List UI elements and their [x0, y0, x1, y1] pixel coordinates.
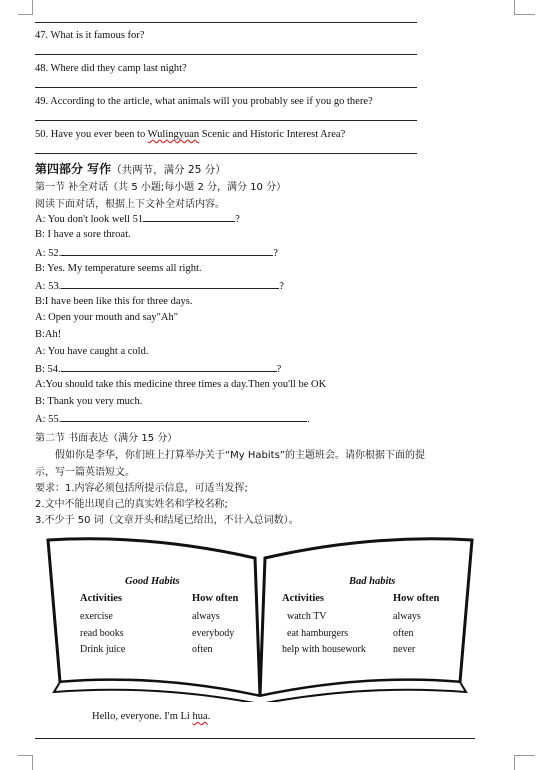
section1-instruction: 阅读下面对话，根据上下文补全对话内容。 — [35, 199, 225, 210]
crop-mark-bottom-right — [514, 755, 535, 770]
dialogue-line-6: B:I have been like this for three days. — [35, 296, 193, 307]
requirement-2: 2.文中不能出现自己的真实姓名和学校名称; — [35, 499, 228, 510]
part4-title-note: （共两节，满分 25 分） — [111, 164, 226, 176]
dialogue-53-text: A: 53. — [35, 281, 62, 292]
bad-activity-2: eat hamburgers — [287, 628, 349, 639]
dialogue-line-52 — [35, 246, 278, 259]
question-50-pre: 50. Have you ever been to — [35, 129, 148, 140]
dialogue-51-end: ? — [235, 214, 240, 225]
bad-activity-3: help with housework — [282, 644, 366, 655]
dialogue-line-2: B: I have a sore throat. — [35, 229, 131, 240]
section2-prompt-line2: 示，写一篇英语短文。 — [35, 467, 135, 478]
question-48: 48. Where did they camp last night? — [35, 63, 187, 74]
answer-line-50 — [35, 153, 417, 154]
bad-col-activities: Activities — [282, 593, 324, 604]
essay-answer-line[interactable] — [35, 738, 475, 739]
crop-mark-top-left — [18, 0, 33, 15]
dialogue-52-end: ? — [273, 248, 278, 259]
requirement-3: 3.不少于 50 词（文章开头和结尾已给出，不计入总词数）。 — [35, 515, 299, 526]
dialogue-line-4: B: Yes. My temperature seems all right. — [35, 263, 202, 274]
dialogue-53-end: ? — [279, 281, 284, 292]
good-col-how-often: How often — [192, 593, 239, 604]
bad-activity-1: watch TV — [287, 611, 327, 622]
good-col-activities: Activities — [80, 593, 122, 604]
good-activity-3: Drink juice — [80, 644, 126, 655]
dialogue-line-12: B: Thank you very much. — [35, 396, 143, 407]
dialogue-51-text: A: You don't look well 51 — [35, 214, 144, 225]
good-often-3: often — [192, 644, 213, 655]
part4-title-text: 第四部分 写作 — [35, 162, 112, 176]
section2-heading: 第二节 书面表达（满分 15 分） — [35, 433, 178, 444]
blank-54[interactable] — [61, 362, 277, 372]
good-activity-1: exercise — [80, 611, 113, 622]
essay-opening-text: Hello, everyone. I'm Li — [92, 711, 193, 722]
dialogue-52-text: A: 52. — [35, 248, 62, 259]
bad-col-how-often: How often — [393, 593, 440, 604]
dialogue-line-51 — [35, 212, 240, 225]
dialogue-line-53 — [35, 279, 284, 292]
dialogue-54-text: B: 54. — [35, 364, 61, 375]
blank-55[interactable] — [61, 412, 307, 422]
bad-often-2: often — [393, 628, 414, 639]
dialogue-line-7: A: Open your mouth and say"Ah" — [35, 312, 179, 323]
section2-prompt-line1: 假如你是李华，你们班上打算举办关于“My Habits”的主题班会。请你根据下面的提 — [55, 450, 425, 461]
answer-line-49 — [35, 120, 417, 121]
question-50-place: Wulingyuan — [147, 129, 200, 140]
crop-mark-top-right — [514, 0, 535, 15]
dialogue-line-54 — [35, 362, 281, 375]
blank-51[interactable] — [143, 212, 235, 222]
dialogue-line-9: A: You have caught a cold. — [35, 346, 149, 357]
bad-habits-title: Bad habits — [349, 576, 396, 587]
question-49: 49. According to the article, what animals will you probably see if you go there? — [35, 96, 373, 107]
dialogue-54-end: ? — [276, 364, 282, 375]
dialogue-line-11: A:You should take this medicine three times a day.Then you'll be OK — [35, 379, 327, 390]
good-habits-title: Good Habits — [125, 576, 180, 587]
question-47: 47. What is it famous for? — [35, 30, 145, 41]
part4-title — [35, 160, 226, 177]
bad-often-3: never — [393, 644, 416, 655]
section1-heading: 第一节 补全对话（共 5 小题;每小题 2 分，满分 10 分） — [35, 182, 287, 193]
dialogue-line-8: B:Ah! — [35, 329, 62, 340]
essay-opening-end: . — [207, 711, 211, 722]
bad-often-1: always — [393, 611, 421, 622]
requirement-1: 要求：1.内容必须包括所提示信息，可适当发挥; — [35, 483, 248, 494]
open-book-illustration — [40, 532, 480, 702]
blank-52[interactable] — [61, 246, 273, 256]
dialogue-55-text: A: 55. — [35, 414, 62, 425]
blank-53[interactable] — [61, 279, 279, 289]
good-often-2: everybody — [192, 628, 235, 639]
question-50-post: Scenic and Historic Interest Area? — [199, 129, 346, 140]
question-50 — [35, 129, 345, 140]
essay-opening-sentence — [92, 711, 210, 722]
answer-line-47 — [35, 54, 417, 55]
dialogue-55-end: . — [307, 414, 310, 425]
good-activity-2: read books — [80, 628, 124, 639]
essay-opening-name: hua — [192, 711, 208, 722]
crop-mark-bottom-left — [18, 755, 33, 770]
dialogue-line-55 — [35, 412, 310, 425]
answer-line-48 — [35, 87, 417, 88]
good-often-1: always — [192, 611, 220, 622]
answer-line-46 — [35, 22, 417, 23]
